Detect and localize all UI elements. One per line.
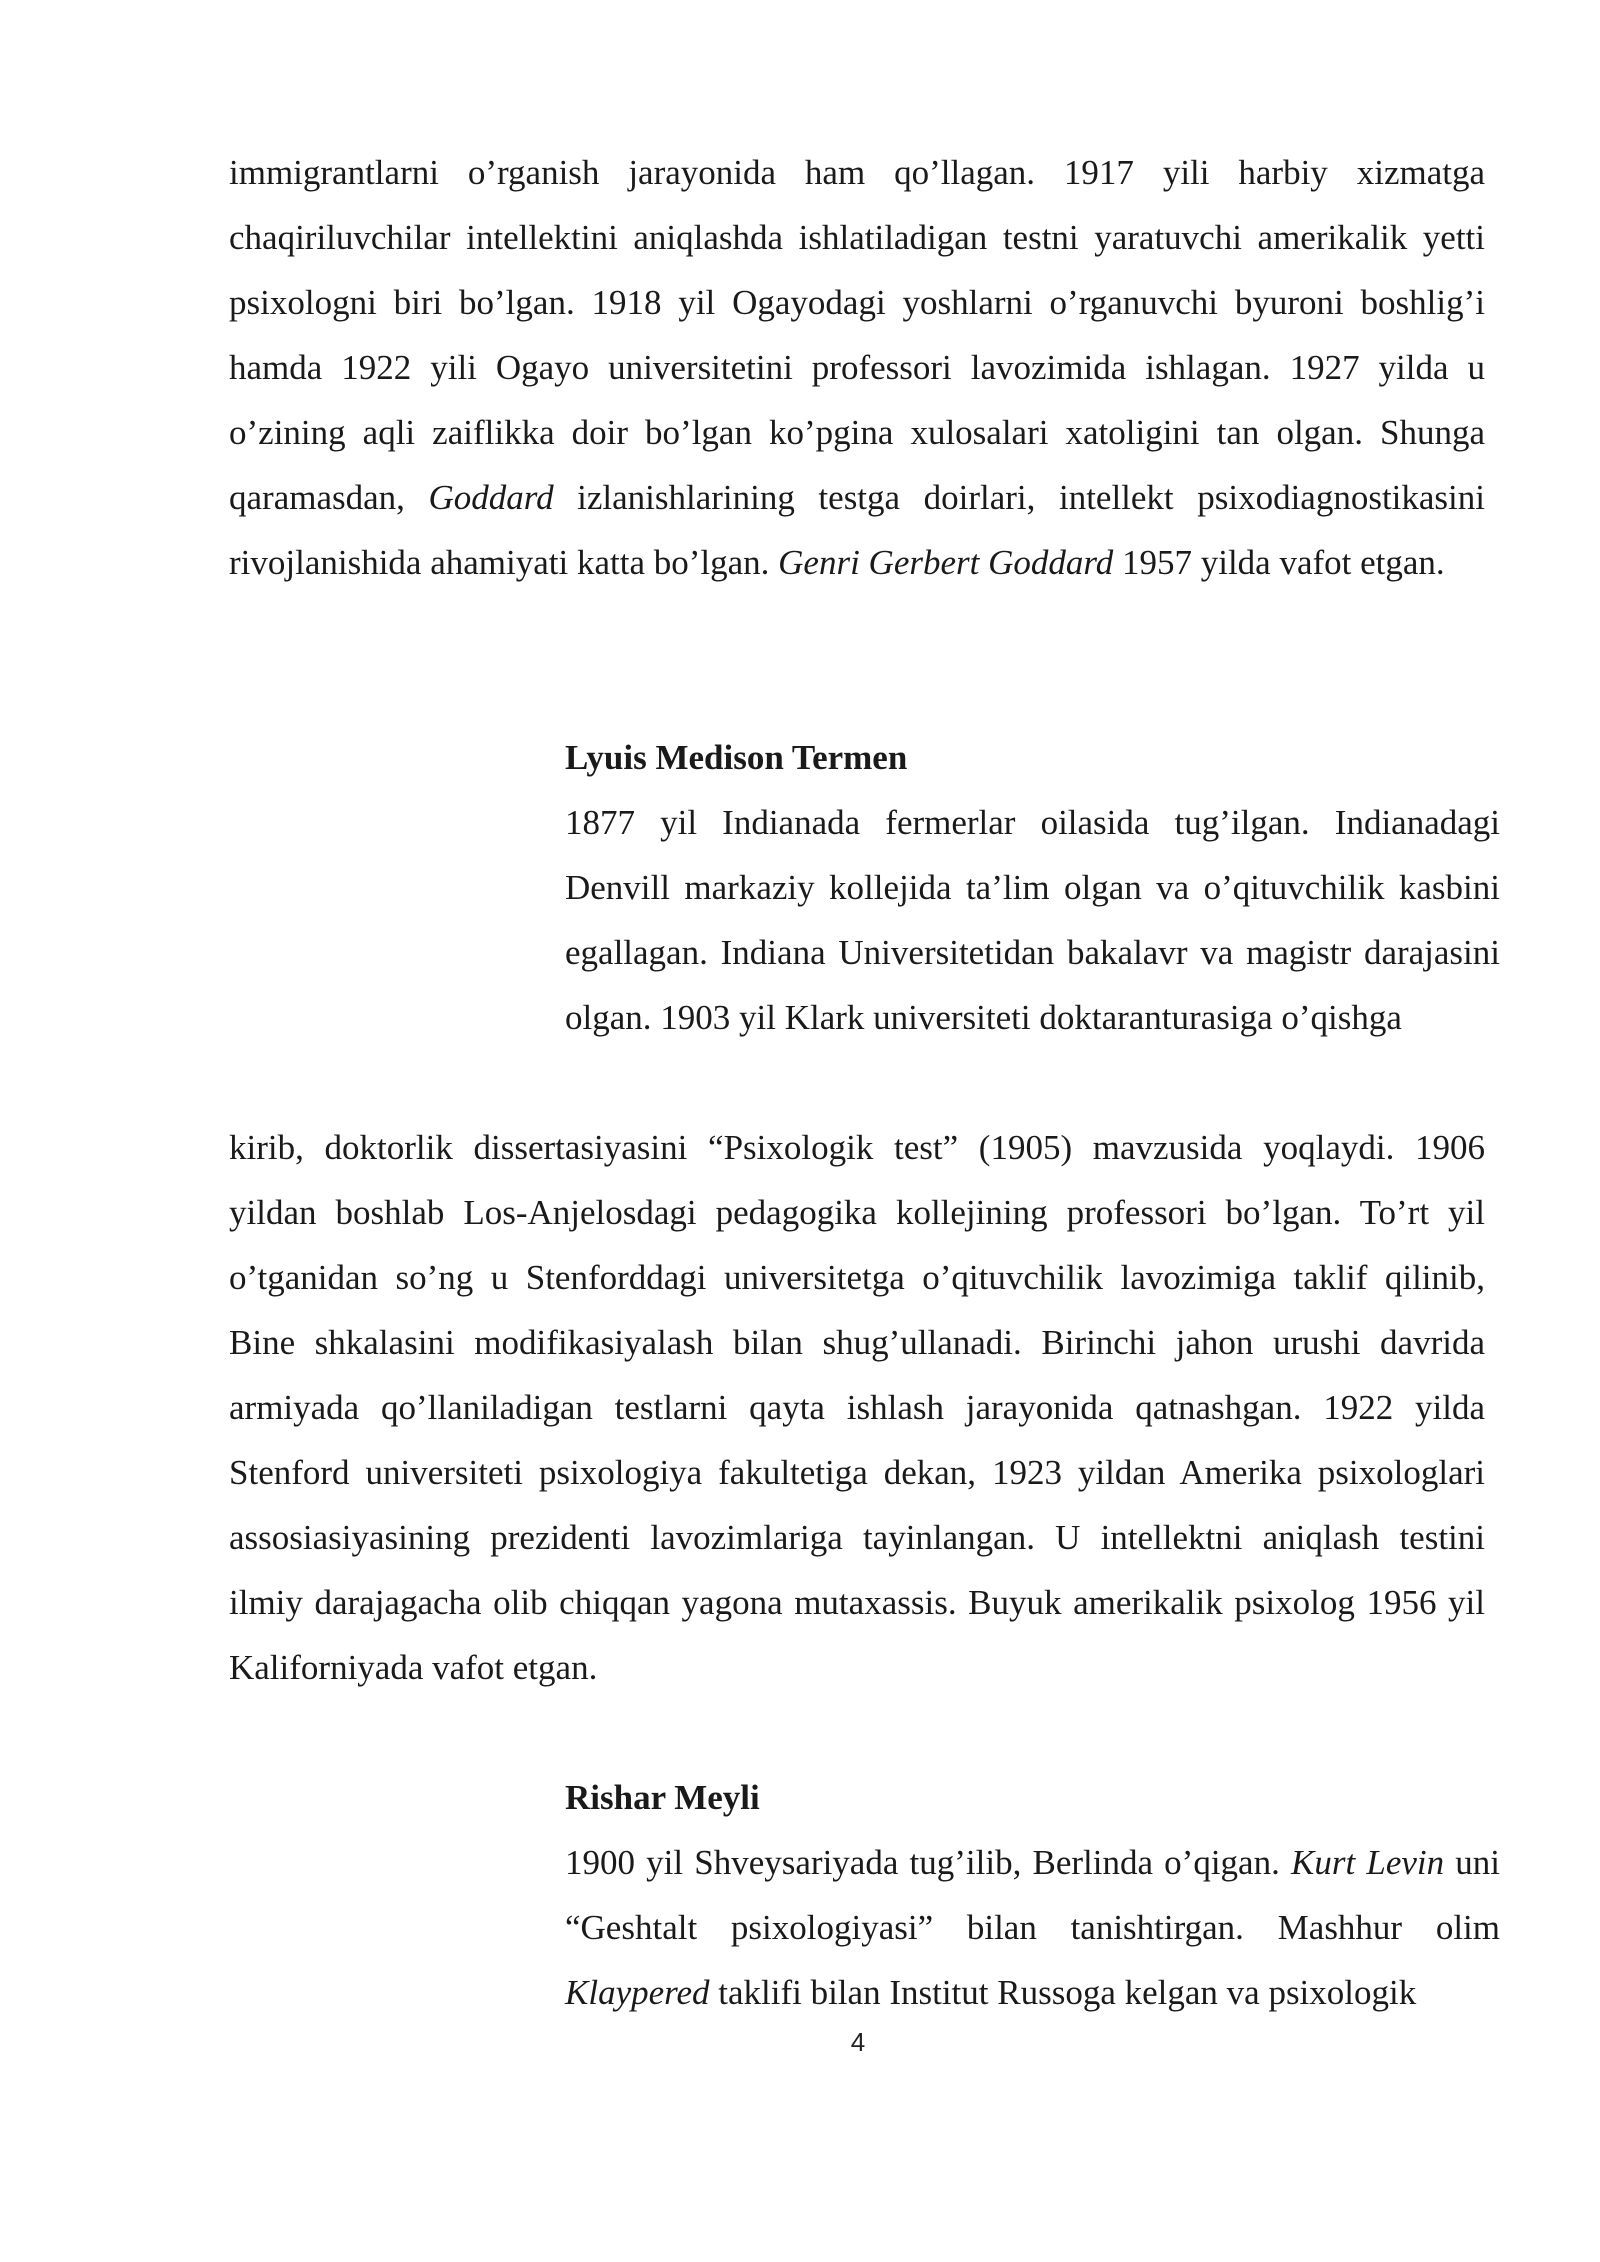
heading-meyli: Rishar Meyli: [565, 1778, 760, 1817]
heading-termen: Lyuis Medison Termen: [565, 738, 908, 777]
meyli-text-2: uni “Geshtalt psixologiyasi” bilan tanishtirgan. Mashhur olim: [565, 1843, 1500, 1947]
paragraph-termen-intro: 1877 yil Indianada fermerlar oilasida tug’ilgan. Indianadagi Denvill markaziy kollejida ta’lim olgan va o’qituvchilik kasbini egallagan. Indiana Universitetidan bakalavr va magistr darajasini olgan. 1903 yil Klark universiteti doktaranturasiga o’qishga: [565, 803, 1500, 1037]
paragraph-meyli: [565, 1830, 1500, 2025]
goddard-fullname-italic: Genri Gerbert Goddard: [778, 543, 1114, 582]
goddard-name-italic: Goddard: [428, 478, 554, 517]
goddard-text-1: immigrantlarni o’rganish jarayonida ham qo’llagan. 1917 yili harbiy xizmatga chaqiriluvchilar intellektini aniqlashda ishlatiladigan testni yaratuvchi amerikalik yetti psixologni biri bo’lgan. 1918 yil Ogayodagi yoshlarni o’rganuvchi byuroni boshlig’i hamda 1922 yili Ogayo universitetini professori lavozimida ishlagan. 1927 yilda u o’zining aqli zaiflikka doir bo’lgan ko’pgina xulosalari xatoligini tan olgan. Shunga qaramasdan,: [229, 153, 1485, 517]
klaypered-italic: Klaypered: [565, 1973, 710, 2012]
goddard-text-2: izlanishlarining testga doirlari, intellekt psixodiagnostikasini rivojlanishida ahamiyati katta bo’lgan.: [229, 478, 1485, 582]
paragraph-goddard: [229, 140, 1485, 595]
goddard-text-3: 1957 yilda vafot etgan.: [1113, 543, 1445, 582]
kurt-levin-italic: Kurt Levin: [1291, 1843, 1445, 1882]
meyli-text-1: 1900 yil Shveysariyada tug’ilib, Berlinda o’qigan.: [565, 1843, 1291, 1882]
paragraph-termen-body: kirib, doktorlik dissertasiyasini “Psixologik test” (1905) mavzusida yoqlaydi. 1906 yildan boshlab Los-Anjelosdagi pedagogika kollejining professori bo’lgan. To’rt yil o’tganidan so’ng u Stenforddagi universitetga o’qituvchilik lavozimiga taklif qilinib, Bine shkalasini modifikasiyalash bilan shug’ullanadi. Birinchi jahon urushi davrida armiyada qo’llaniladigan testlarni qayta ishlash jarayonida qatnashgan. 1922 yilda Stenford universiteti psixologiya fakultetiga dekan, 1923 yildan Amerika psixologlari assosiasiyasining prezidenti lavozimlariga tayinlangan. U intellektni aniqlash testini ilmiy darajagacha olib chiqqan yagona mutaxassis. Buyuk amerikalik psixolog 1956 yil Kaliforniyada vafot etgan.: [229, 1128, 1485, 1687]
page-number: 4: [850, 2027, 866, 2057]
meyli-text-3: taklifi bilan Institut Russoga kelgan va psixologik: [709, 1973, 1417, 2012]
